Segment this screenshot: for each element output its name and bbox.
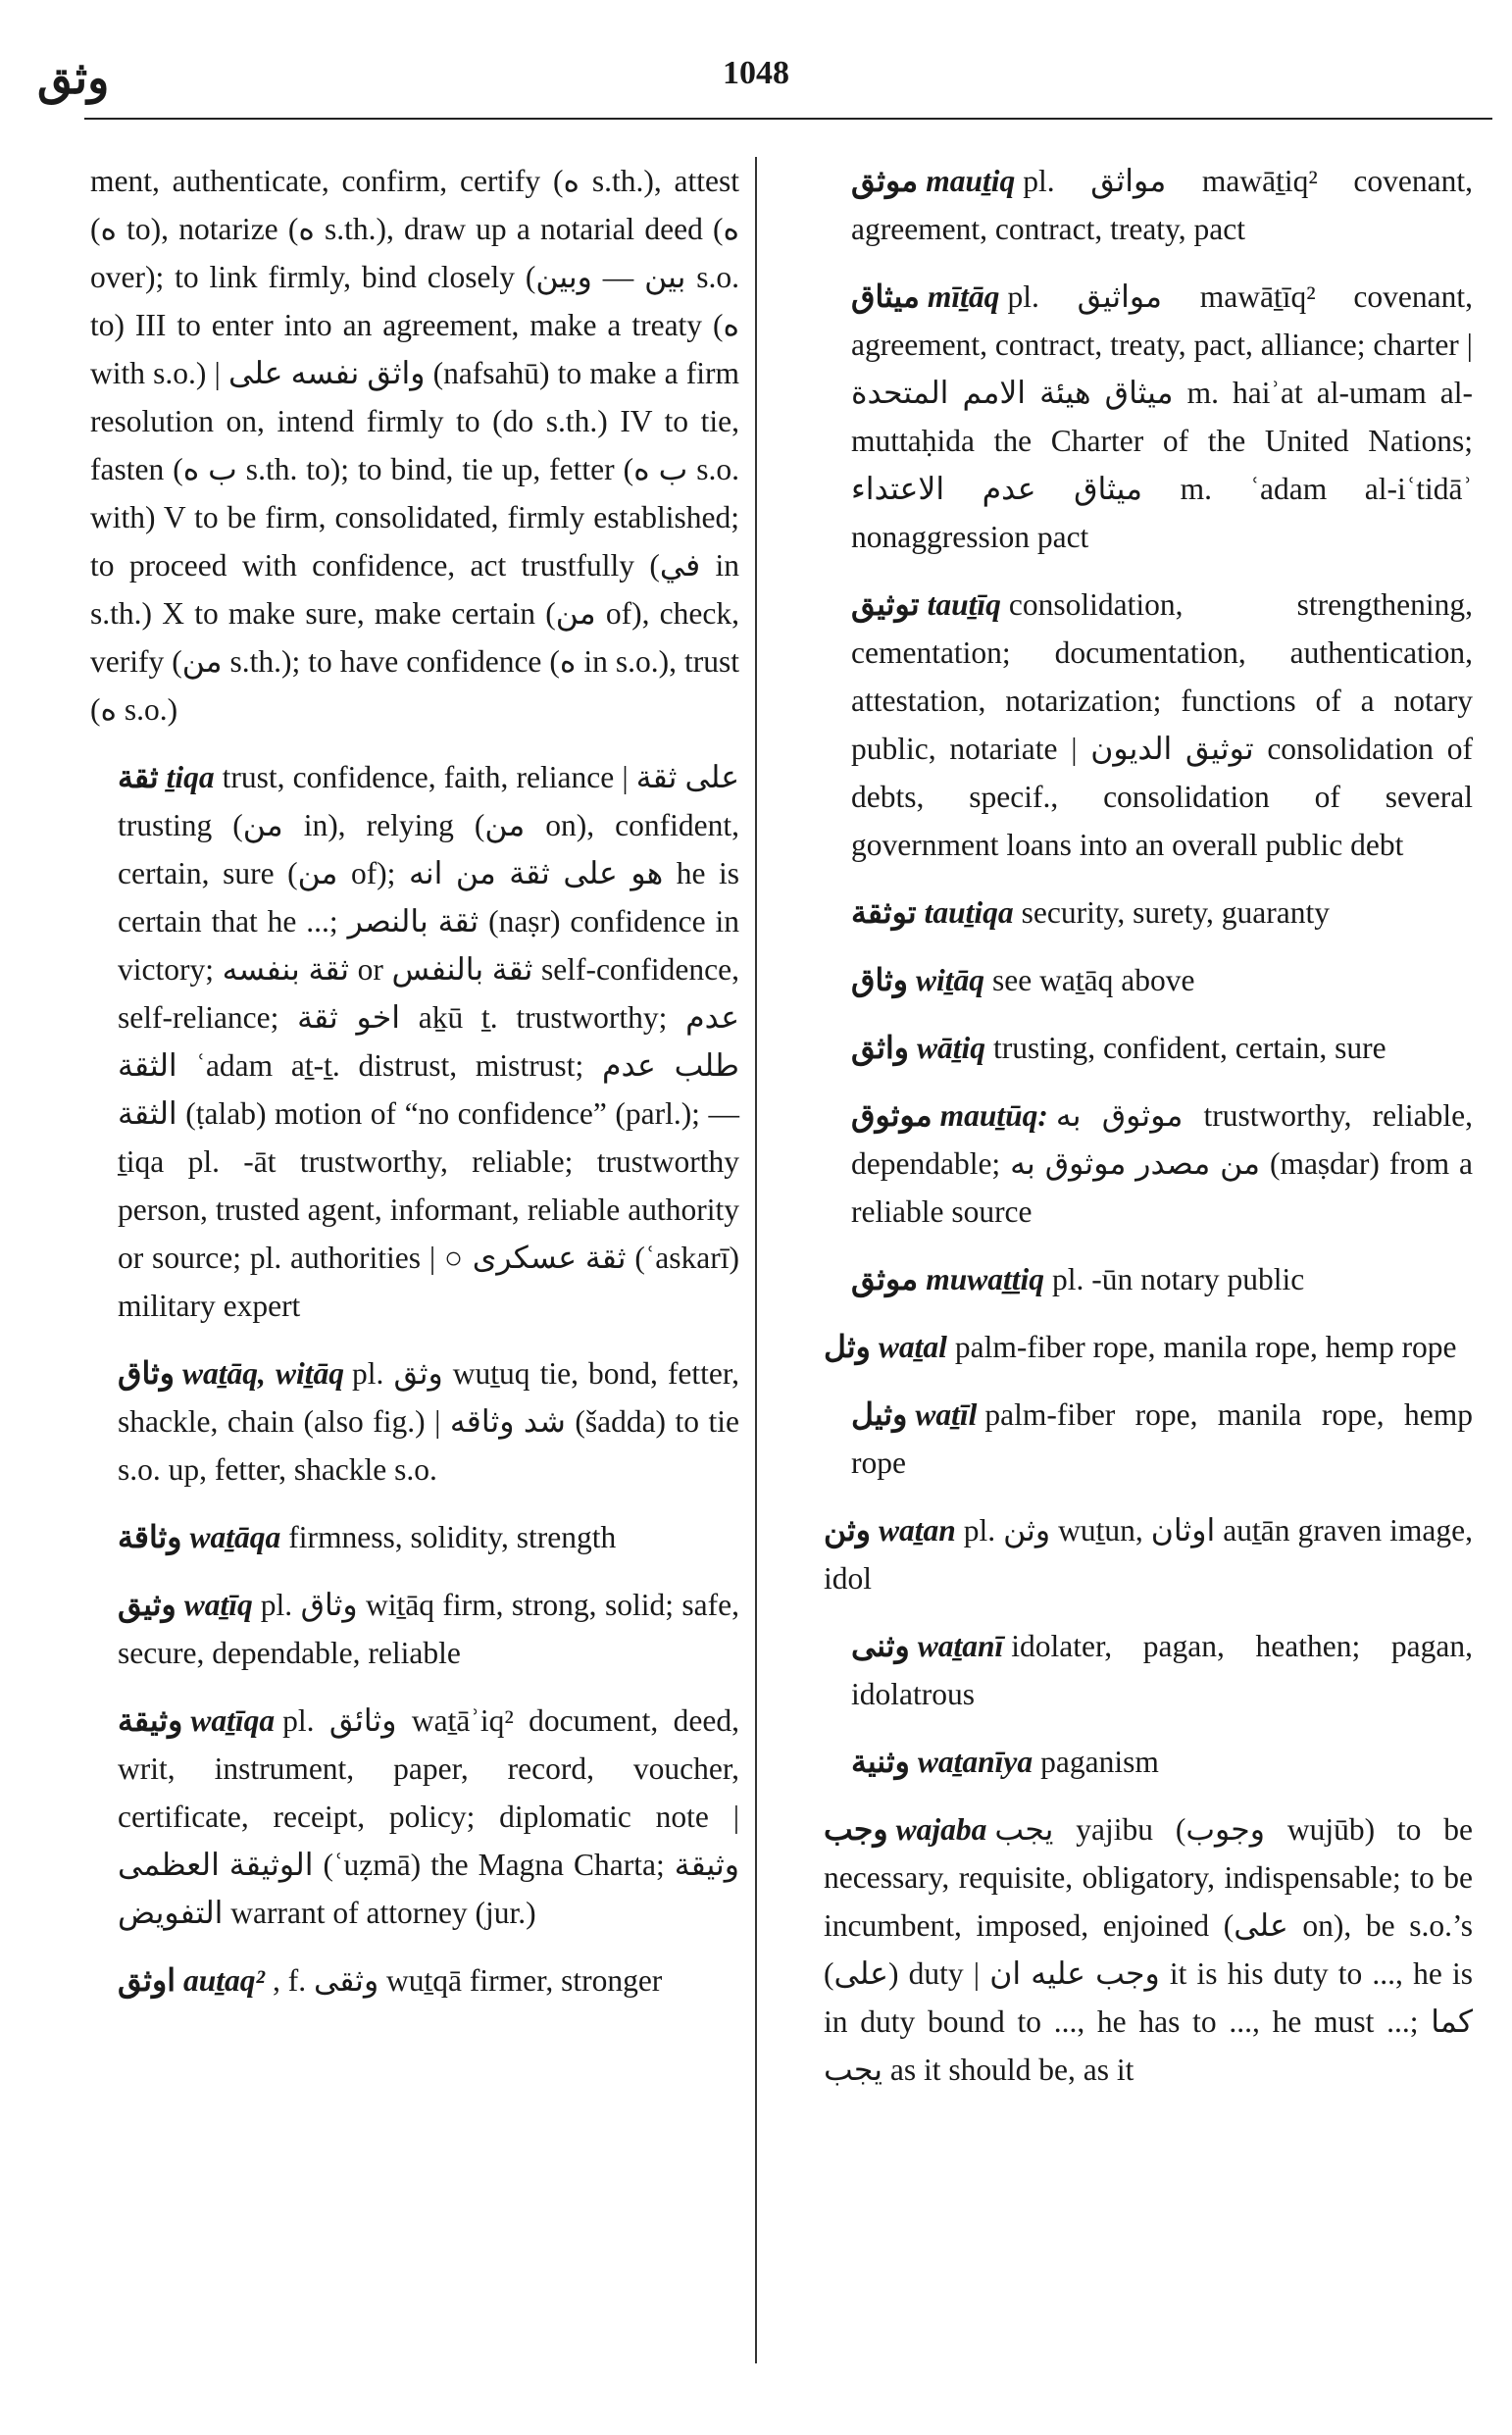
arabic-headword: توثقة xyxy=(851,895,917,930)
dictionary-subentry xyxy=(851,1391,1473,1487)
dictionary-subentry xyxy=(118,753,739,1330)
transliteration: ṯiqa xyxy=(166,760,215,794)
transliteration: waṯāq, wiṯāq xyxy=(182,1356,344,1391)
transliteration: waṯanī xyxy=(917,1629,1004,1663)
running-headword: وثق xyxy=(37,53,110,103)
dictionary-subentry xyxy=(118,1581,739,1677)
arabic-headword: وثيقة xyxy=(118,1703,183,1738)
arabic-headword: وثن xyxy=(824,1513,871,1547)
definition-text: palm-fiber rope, manila rope, hemp rope xyxy=(954,1330,1457,1364)
definition-text: security, surety, guaranty xyxy=(1021,895,1330,930)
transliteration: waṯal xyxy=(878,1330,947,1364)
dictionary-root-entry xyxy=(824,1805,1473,2094)
arabic-headword: وثاق xyxy=(118,1356,176,1391)
dictionary-subentry xyxy=(851,1622,1473,1718)
arabic-headword: توثيق xyxy=(851,587,920,622)
dictionary-subentry xyxy=(851,581,1473,869)
dictionary-subentry xyxy=(851,1255,1473,1303)
dictionary-subentry xyxy=(851,956,1473,1004)
dictionary-subentry xyxy=(118,1349,739,1494)
arabic-headword: موثوق xyxy=(851,1098,932,1133)
transliteration: tauṯiqa xyxy=(924,895,1014,930)
arabic-headword: وجب xyxy=(824,1812,888,1847)
transliteration: mauṯiq xyxy=(926,164,1016,198)
transliteration: waṯāqa xyxy=(189,1520,281,1554)
dictionary-subentry xyxy=(851,1091,1473,1236)
arabic-headword: موثق xyxy=(851,164,919,198)
definition-text: consolidation, strengthening, cementation; documentation, authentication, attestation, notarization; functions of a notary public, notariate | توثيق الديون consolidation of debts, specif., consolidation of several government loans into an overall public debt xyxy=(851,587,1474,862)
arabic-headword: واثق xyxy=(851,1031,910,1065)
arabic-headword: وثل xyxy=(824,1330,871,1364)
arabic-headword: وثاقة xyxy=(118,1520,182,1554)
header-rule xyxy=(84,118,1492,120)
column-divider xyxy=(755,157,757,2363)
definition-text: paganism xyxy=(1040,1745,1159,1779)
arabic-headword: موثق xyxy=(851,1262,919,1296)
definition-text: pl. مواثق mawāṯiq² covenant, agreement, contract, treaty, pact xyxy=(851,164,1473,246)
arabic-headword: وثنى xyxy=(851,1629,910,1663)
definition-text: idolater, pagan, heathen; pagan, idolatrous xyxy=(851,1629,1473,1711)
transliteration: auṯaq² xyxy=(183,1963,265,1998)
definition-text: palm-fiber rope, manila rope, hemp rope xyxy=(851,1397,1473,1480)
definition-text: trusting, confident, certain, sure xyxy=(993,1031,1386,1065)
dictionary-subentry xyxy=(851,1024,1473,1072)
dictionary-subentry xyxy=(851,888,1473,937)
dictionary-subentry xyxy=(851,1738,1473,1786)
page-number: 1048 xyxy=(723,55,789,91)
transliteration: mīṯāq xyxy=(927,279,1000,314)
definition-text: pl. مواثيق mawāṯīq² covenant, agreement, contract, treaty, pact, alliance; charter | ميثاق هيئة الامم المتحدة m. haiʾat al-umam al-muttaḥida the Charter of the United Nations; ميثاق عدم الاعتداء m. ʿadam al-iʿtidāʾ nonaggression pact xyxy=(851,279,1473,554)
arabic-headword: وثيق xyxy=(118,1588,176,1622)
transliteration: waṯīqa xyxy=(190,1703,276,1738)
transliteration: wāṯiq xyxy=(917,1031,986,1065)
definition-text: ment, authenticate, confirm, certify (ه s.th.), attest (ه to), notarize (ه s.th.), draw up a notarial deed (ه over); to link firmly, bind closely (بين — وبين s.o. to) III to enter into an agreement, make a treaty (ه with s.o.) | واثق نفسه على (nafsahū) to make a firm resolution on, intend firmly to (do s.th.) IV to tie, fasten (ب ه s.th. to); to bind, tie up, fetter (ب ه s.o. with) V to be firm, consolidated, firmly established; to proceed with confidence, act trustfully (في in s.th.) X to make sure, make certain (من of), check, verify (من s.th.); to have confidence (ه in s.o.), trust (ه s.o.) xyxy=(90,164,740,727)
definition-text: pl. وثق wuṯuq tie, bond, fetter, shackle, chain (also fig.) | شد وثاقه (šadda) to tie s.o. up, fetter, shackle s.o. xyxy=(118,1356,740,1487)
transliteration: mauṯūq: xyxy=(939,1098,1048,1133)
arabic-headword: وثيل xyxy=(851,1397,908,1432)
definition-text: موثوق به trustworthy, reliable, dependable; من مصدر موثوق به (maṣdar) from a reliable source xyxy=(851,1098,1473,1229)
definition-text: pl. وثائق waṯāʾiq² document, deed, writ, instrument, paper, record, voucher, certificate, receipt, policy; diplomatic note | الوثيقة العظمى (ʿuẓmā) the Magna Charta; وثيقة التفويض warrant of attorney (jur.) xyxy=(118,1703,739,1930)
transliteration: waṯīq xyxy=(183,1588,253,1622)
page-header xyxy=(0,0,1512,137)
transliteration: waṯanīya xyxy=(917,1745,1033,1779)
dictionary-subentry xyxy=(851,273,1473,561)
definition-text: firmness, solidity, strength xyxy=(288,1520,617,1554)
arabic-headword: وثنية xyxy=(851,1745,910,1779)
dictionary-subentry xyxy=(118,1697,739,1937)
definition-text: trust, confidence, faith, reliance | على ثقة trusting (من in), relying (من on), confident, certain, sure (من of); هو على ثقة من انه he is certain that he ...; ثقة بالنصر (naṣr) confidence in victory; ثقة بنفسه or ثقة بالنفس self-confidence, self-reliance; اخو ثقة aḵū ṯ. trustworthy; عدم الثقة ʿadam aṯ-ṯ. distrust, mistrust; طلب عدم الثقة (ṭalab) motion of “no confidence” (parl.); — ṯiqa pl. -āt trustworthy, reliable; trustworthy person, trusted agent, informant, reliable authority or source; pl. authorities | ○ ثقة عسكرى (ʿaskarī) military expert xyxy=(118,760,740,1323)
arabic-headword: اوثق xyxy=(118,1963,176,1998)
entry-continuation xyxy=(90,157,739,734)
definition-text: يجب yajibu (وجوب wujūb) to be necessary, requisite, obligatory, indispensable; to be incumbent, imposed, enjoined (على on), be s.o.’s (على) duty | وجب عليه ان it is his duty to ..., he is in duty bound to ..., he has to ..., he must ...; كما يجب as it should be, as it xyxy=(824,1812,1473,2087)
definition-text: pl. -ūn notary public xyxy=(1051,1262,1305,1296)
dictionary-subentry xyxy=(118,1956,739,2004)
definition-text: pl. وثن wuṯun, اوثان auṯān graven image, idol xyxy=(824,1513,1473,1596)
left-column xyxy=(90,157,739,2024)
arabic-headword: ثقة xyxy=(118,760,159,794)
transliteration: muwaṯṯiq xyxy=(926,1262,1044,1296)
transliteration: waṯīl xyxy=(915,1397,978,1432)
right-column xyxy=(824,157,1473,2113)
dictionary-root-entry xyxy=(824,1506,1473,1602)
arabic-headword: ميثاق xyxy=(851,279,920,314)
transliteration: tauṯīq xyxy=(927,587,1001,622)
definition-text: see waṯāq above xyxy=(992,963,1195,997)
dictionary-root-entry xyxy=(824,1323,1473,1371)
transliteration: wiṯāq xyxy=(916,963,985,997)
dictionary-subentry xyxy=(118,1513,739,1561)
transliteration: waṯan xyxy=(878,1513,956,1547)
transliteration: wajaba xyxy=(895,1812,987,1847)
dictionary-subentry xyxy=(851,157,1473,253)
arabic-headword: وثاق xyxy=(851,963,909,997)
definition-text: pl. وثاق wiṯāq firm, strong, solid; safe, secure, dependable, reliable xyxy=(118,1588,739,1670)
definition-text: , f. وثقى wuṯqā firmer, stronger xyxy=(272,1963,663,1998)
